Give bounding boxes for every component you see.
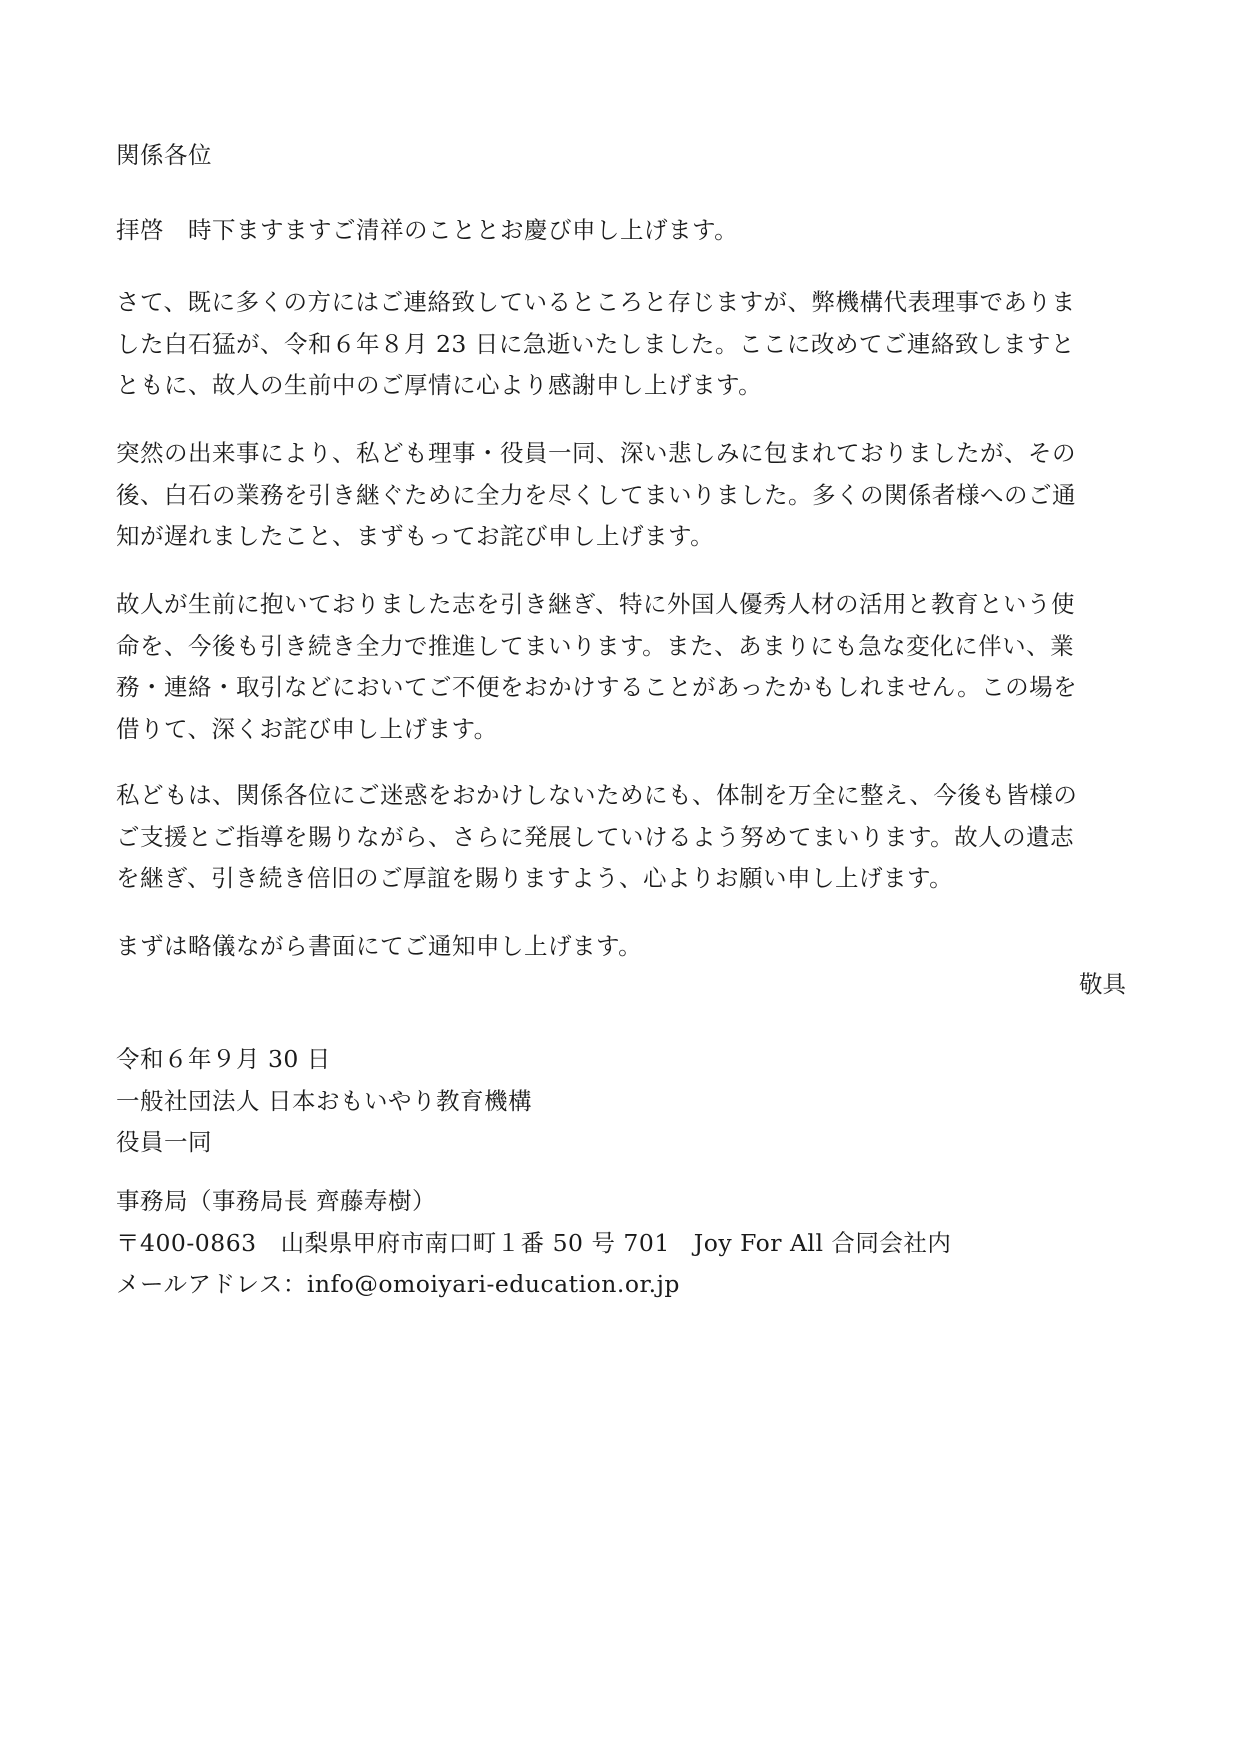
paragraph-line: ご支援とご指導を賜りながら、さらに発展していけるよう努めてまいります。故人の遺志 bbox=[116, 822, 1075, 851]
paragraph-line: した白石猛が、令和６年８月 23 日に急逝いたしました。ここに改めてご連絡致しますと bbox=[116, 329, 1075, 358]
salutation bbox=[116, 135, 1126, 177]
paragraph-4 bbox=[116, 775, 1126, 900]
paragraph-line: 命を、今後も引き続き全力で推進してまいります。また、あまりにも急な変化に伴い、業 bbox=[116, 631, 1075, 660]
signatory: 役員一同 bbox=[116, 1128, 212, 1156]
paragraph-line: さて、既に多くの方にはご連絡致しているところと存じますが、弊機構代表理事でありま bbox=[116, 288, 1076, 316]
paragraph-line: ともに、故人の生前中のご厚情に心より感謝申し上げます。 bbox=[116, 371, 763, 399]
contact-block bbox=[116, 1181, 1126, 1306]
greeting-text: 拝啓 時下ますますご清祥のこととお慶び申し上げます。 bbox=[116, 216, 739, 244]
sender-block bbox=[116, 1039, 1126, 1164]
closing-word: 敬具 bbox=[1079, 970, 1126, 998]
paragraph-line: 後、白石の業務を引き継ぐために全力を尽くしてまいりました。多くの関係者様へのご通 bbox=[116, 480, 1076, 509]
paragraph-3 bbox=[116, 584, 1126, 750]
paragraph-2 bbox=[116, 433, 1126, 558]
paragraph-1 bbox=[116, 282, 1126, 407]
paragraph-line: 私どもは、関係各位にご迷惑をおかけしないためにも、体制を万全に整え、今後も皆様の bbox=[116, 781, 1078, 809]
paragraph-line: 故人が生前に抱いておりました志を引き継ぎ、特に外国人優秀人材の活用と教育という使 bbox=[116, 590, 1076, 618]
paragraph-line: 突然の出来事により、私ども理事・役員一同、深い悲しみに包まれておりましたが、その bbox=[116, 439, 1076, 467]
paragraph-line: を継ぎ、引き続き倍旧のご厚誼を賜りますよう、心よりお願い申し上げます。 bbox=[116, 864, 954, 892]
final-line-text: まずは略儀ながら書面にてご通知申し上げます。 bbox=[116, 932, 643, 960]
salutation-text: 関係各位 bbox=[116, 141, 212, 169]
paragraph-line: 務・連絡・取引などにおいてご不便をおかけすることがあったかもしれません。この場を bbox=[116, 673, 1078, 701]
organization-name: 一般社団法人 日本おもいやり教育機構 bbox=[116, 1086, 532, 1115]
paragraph-line: 知が遅れましたこと、まずもってお詫び申し上げます。 bbox=[116, 522, 715, 550]
office-contact: 事務局（事務局長 齊藤寿樹） bbox=[116, 1187, 436, 1215]
letter-date: 令和６年９月 30 日 bbox=[116, 1045, 331, 1073]
final-line bbox=[116, 926, 1126, 968]
email-address: メールアドレス：info@omoiyari-education.or.jp bbox=[116, 1270, 680, 1298]
paragraph-line: 借りて、深くお詫び申し上げます。 bbox=[116, 714, 498, 743]
greeting bbox=[116, 210, 1126, 252]
postal-address: 〒400-0863 山梨県甲府市南口町１番 50 号 701 Joy For All 合同会社内 bbox=[116, 1228, 952, 1257]
